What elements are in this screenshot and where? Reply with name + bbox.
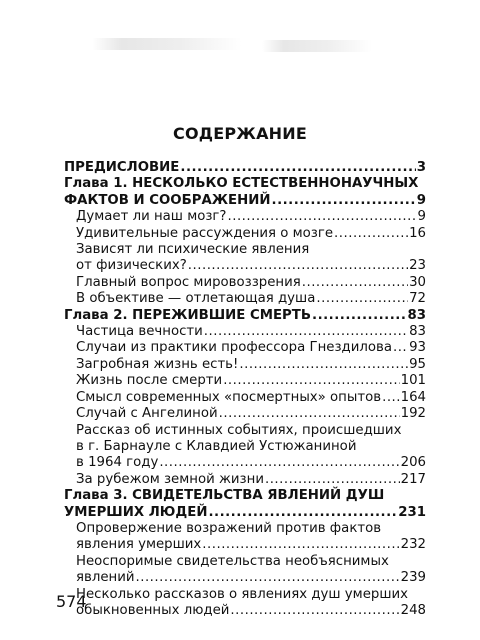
toc-label-line: Неоспоримые свидетельства необъяснимых [76, 553, 389, 569]
toc-page: 206 [400, 455, 426, 471]
toc-label: Главный вопрос мировоззрения [76, 274, 301, 290]
toc-label: Думает ли наш мозг? [76, 209, 227, 225]
leader-dots [265, 472, 400, 488]
leader-dots [219, 406, 400, 422]
toc-entry [64, 340, 426, 356]
toc-label: Глава 2. ПЕРЕЖИВШИЕ СМЕРТЬ [64, 307, 312, 323]
toc-label: в 1964 году [76, 455, 159, 471]
toc-label: обыкновенных людей [76, 602, 230, 618]
toc-page: 239 [400, 570, 426, 586]
toc-label: явления умерших [76, 537, 202, 553]
toc-label: Смысл современных «посмертных» опытов [76, 389, 382, 405]
toc-page: 16 [409, 225, 426, 241]
toc-page: 23 [409, 258, 426, 274]
toc-entry [64, 209, 426, 225]
chapter-title: Глава 1. НЕСКОЛЬКО ЕСТЕСТВЕННОНАУЧНЫХ [64, 176, 419, 192]
toc-page: 83 [409, 324, 426, 340]
toc-page: 248 [400, 602, 426, 618]
leader-dots [230, 603, 399, 619]
bleed-through-text [262, 40, 372, 52]
toc-entry [64, 390, 426, 406]
toc-label: Жизнь после смерти [76, 373, 223, 389]
toc-entry-chapter-3 [64, 505, 426, 521]
leader-dots [204, 324, 408, 340]
bleed-through-text [92, 38, 242, 50]
toc-page: 93 [409, 340, 426, 356]
toc-page: 95 [409, 356, 426, 372]
toc-label: В объективе — отлетающая душа [76, 291, 316, 307]
toc-entry-preface [64, 160, 426, 176]
leader-dots [239, 357, 408, 373]
toc-label-line: в г. Барнауле с Клавдией Устюжаниной [76, 438, 357, 454]
toc-label: от физических? [76, 258, 187, 274]
toc-page: 83 [407, 307, 426, 323]
toc-entry [64, 226, 426, 242]
toc-page: 164 [400, 389, 426, 405]
toc-label: Случаи из практики профессора Гнездилова [76, 340, 392, 356]
contents-heading: СОДЕРЖАНИЕ [173, 124, 307, 143]
leader-dots [382, 390, 400, 406]
toc-entry [64, 373, 426, 389]
leader-dots [316, 291, 408, 307]
table-of-contents [64, 160, 426, 619]
toc-entry [64, 472, 426, 488]
toc-label-line: Несколько рассказов о явлениях душ умерших [76, 586, 409, 602]
toc-label: ПРЕДИСЛОВИЕ [64, 160, 180, 175]
toc-label: Случай с Ангелиной [76, 406, 218, 422]
toc-page: 232 [400, 537, 426, 553]
toc-entry [64, 275, 426, 291]
leader-dots [223, 373, 399, 389]
toc-label: ФАКТОВ И СООБРАЖЕНИЙ [64, 192, 271, 208]
toc-entry [64, 258, 426, 274]
toc-entry-chapter-2 [64, 308, 426, 324]
leader-dots [136, 570, 400, 586]
toc-entry [64, 570, 426, 586]
toc-label: За рубежом земной жизни [76, 471, 264, 487]
chapter-title: Глава 3. СВИДЕТЕЛЬСТВА ЯВЛЕНИЙ ДУШ [64, 488, 385, 504]
toc-page: 9 [416, 192, 426, 208]
toc-entry-chapter-1 [64, 193, 426, 209]
leader-dots [302, 275, 408, 291]
toc-entry [64, 324, 426, 340]
leader-dots [188, 258, 408, 274]
toc-page: 3 [416, 160, 426, 175]
toc-label-line: Рассказ об истинных событиях, происшедших [76, 422, 402, 438]
leader-dots [334, 226, 408, 242]
leader-dots [180, 160, 415, 176]
toc-page: 72 [409, 291, 426, 307]
toc-page: 217 [400, 471, 426, 487]
toc-page: 9 [417, 209, 426, 225]
toc-page: 101 [400, 373, 426, 389]
leader-dots [312, 308, 406, 324]
toc-entry [64, 455, 426, 471]
toc-page: 30 [409, 274, 426, 290]
toc-label: Частица вечности [76, 324, 203, 340]
toc-entry [64, 406, 426, 422]
toc-label: явлений [76, 570, 135, 586]
leader-dots [227, 209, 416, 225]
toc-page: 192 [400, 406, 426, 422]
toc-label-line: Опровержение возражений против фактов [76, 520, 382, 536]
toc-entry [64, 603, 426, 619]
toc-label-line: Зависят ли психические явления [76, 242, 310, 258]
toc-label: Загробная жизнь есть! [76, 356, 239, 372]
toc-label: УМЕРШИХ ЛЮДЕЙ [64, 504, 208, 520]
page-number: 574 [56, 592, 87, 611]
toc-entry [64, 357, 426, 373]
toc-entry [64, 291, 426, 307]
leader-dots [202, 537, 399, 553]
leader-dots [272, 193, 416, 209]
leader-dots [393, 340, 408, 356]
toc-entry [64, 537, 426, 553]
leader-dots [208, 505, 397, 521]
leader-dots [159, 455, 399, 471]
toc-label: Удивительные рассуждения о мозге [76, 225, 334, 241]
toc-page: 231 [398, 504, 426, 520]
